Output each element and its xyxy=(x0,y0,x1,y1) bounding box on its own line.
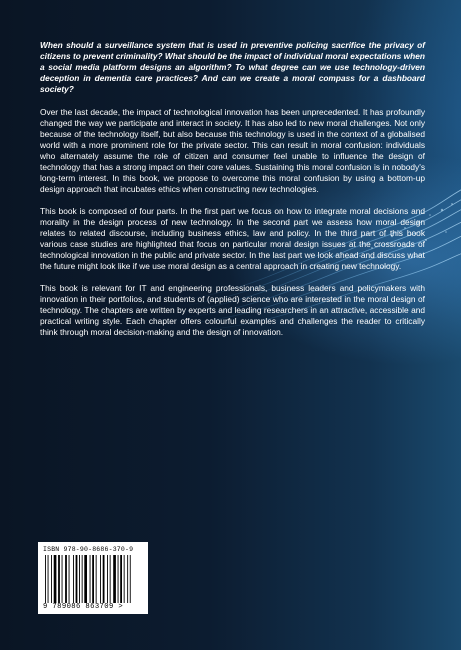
barcode-bar xyxy=(113,555,116,603)
barcode-bar xyxy=(82,555,83,603)
barcode-bar xyxy=(107,555,108,603)
barcode-bar xyxy=(69,555,70,603)
description-paragraph-2: This book is composed of four parts. In the first part we focus on how to integrate moral decisions and morality in the design process of new technology. In the second part we assess how moral design relates to related discourse, including business ethics, law and policy. In the third part of this book various case studies are highlighted that focus on particular moral design issues at the crossroads of technological innovation in the public and private sector. In the last part we look ahead and discuss what the future might look like if we use moral design as a central approach in creating new technology. xyxy=(40,206,425,271)
barcode-bar xyxy=(76,555,78,603)
barcode-bar xyxy=(110,555,111,603)
barcode-bar xyxy=(103,555,105,603)
barcode-bar xyxy=(84,555,87,603)
description-paragraph-1: Over the last decade, the impact of technological innovation has been unprecedented. It has profoundly changed the way we participate and interact in society. It has also led to new moral challenges. Not only because of the technology itself, but also because this technology is used in the context of a globalised world with a more prominent role for the private sector. This can result in moral confusion: individuals who alternately assume the role of citizen and consumer feel unable to influence the design of technology that has a strong impact on their core values. Sustaining this moral confusion is in nobody's long-term interest. In this book, we propose to overcome this moral confusion by using a bottom-up design approach that incubates ethics when constructing new technologies. xyxy=(40,107,425,194)
cover-description xyxy=(40,40,425,349)
barcode-bar xyxy=(48,555,49,603)
intro-questions: When should a surveillance system that is used in preventive policing sacrifice the privacy of citizens to prevent criminality? What should be the impact of individual moral expectations when a social media platform designs an algorithm? To what degree can we use technology-driven deception in dementia care practices? And can we create a moral compass for a dashboard society? xyxy=(40,40,425,94)
barcode-bar xyxy=(51,555,52,603)
isbn-barcode xyxy=(38,542,148,614)
barcode-bar xyxy=(65,555,67,603)
barcode-bar xyxy=(79,555,80,603)
barcode-bar xyxy=(54,555,57,603)
barcode-bar xyxy=(127,555,128,603)
barcode-bar xyxy=(118,555,119,603)
barcode-bar xyxy=(58,555,60,603)
barcode-bar xyxy=(92,555,94,603)
barcode-bar xyxy=(130,555,131,603)
barcode-bar xyxy=(90,555,91,603)
isbn-digits: 9 789086 863709 > xyxy=(43,603,124,611)
isbn-label: ISBN 978-90-8686-370-9 xyxy=(43,546,134,553)
barcode-bar xyxy=(120,555,122,603)
barcode-bar xyxy=(124,555,125,603)
barcode-bar xyxy=(96,555,97,603)
barcode-bar xyxy=(100,555,101,603)
description-paragraph-3: This book is relevant for IT and engineering professionals, business leaders and policymakers with innovation in their portfolios, and students of (applied) science who are interested in the moral design of technology. The chapters are written by experts and leading researchers in an attractive, accessible and practical writing style. Each chapter offers colourful examples and challenges the reader to critically think through moral decision-making and the design of innovation. xyxy=(40,283,425,337)
barcode-bar xyxy=(45,555,46,603)
barcode-bar xyxy=(62,555,63,603)
barcode-bar xyxy=(73,555,74,603)
barcode-bars xyxy=(43,555,143,603)
